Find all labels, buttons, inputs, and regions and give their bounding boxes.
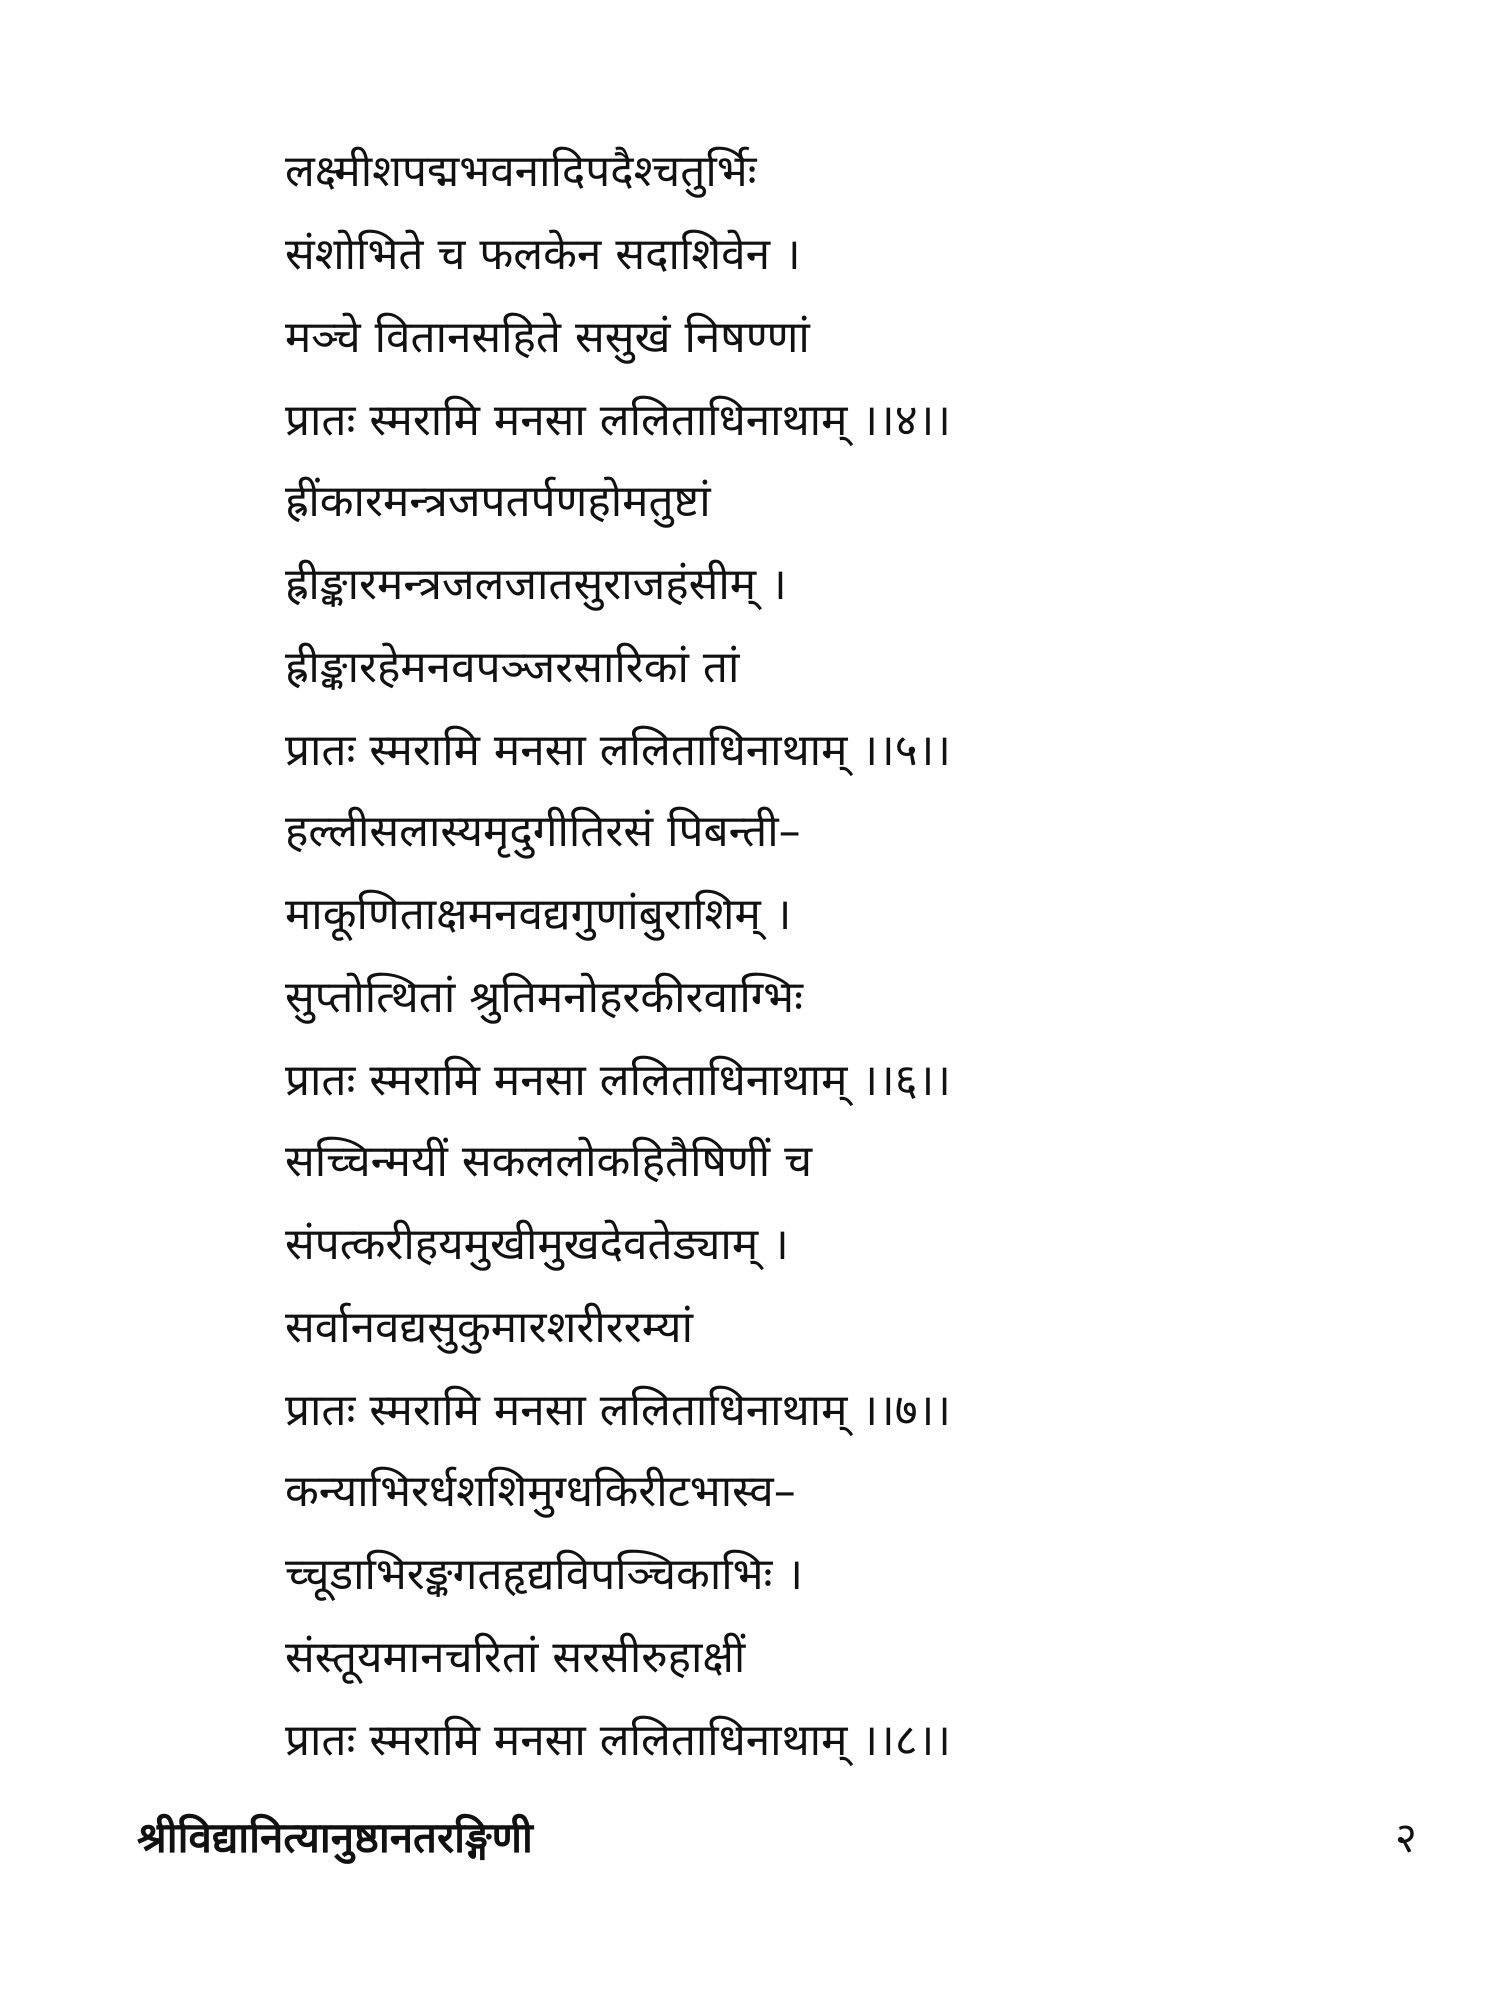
verse-line: मञ्चे वितानसहिते ससुखं निषण्णां	[285, 312, 810, 363]
verse-line: हल्लीसलास्यमृदुगीतिरसं पिबन्ती–	[285, 806, 801, 857]
verse-refrain-line: प्रातः स्मरामि मनसा ललिताधिनाथाम् ।।४।।	[285, 395, 951, 446]
verse-line: लक्ष्मीशपद्मभवनादिपदैश्चतुर्भिः	[285, 146, 757, 197]
verse-line: ह्रींकारमन्त्रजपतर्पणहोमतुष्टां	[285, 476, 711, 527]
verse-line: ह्रीङ्कारहेमनवपञ्जरसारिकां तां	[285, 642, 740, 693]
verse-line: च्चूडाभिरङ्कगतहृद्यविपञ्चिकाभिः ।	[285, 1549, 804, 1600]
verse-7	[285, 1120, 1385, 1452]
verse-line: संस्तूयमानचरितां सरसीरुहाक्षीं	[285, 1632, 746, 1683]
verse-line: ह्रीङ्कारमन्त्रजलजातसुराजहंसीम् ।	[285, 559, 787, 610]
verse-line: सच्चिन्मयीं सकललोकहितैषिणीं च	[285, 1136, 813, 1187]
verse-refrain-line: प्रातः स्मरामि मनसा ललिताधिनाथाम् ।।५।।	[285, 725, 951, 776]
verse-5	[285, 460, 1385, 792]
verse-line: कन्याभिरर्धशशिमुग्धकिरीटभास्व–	[285, 1466, 796, 1517]
verse-line: सुप्तोत्थितां श्रुतिमनोहरकीरवाग्भिः	[285, 972, 803, 1023]
verse-4	[285, 130, 1385, 462]
verse-8	[285, 1450, 1385, 1782]
verse-line: माकूणिताक्षमनवद्यगुणांबुराशिम् ।	[285, 889, 792, 940]
verse-line: संपत्करीहयमुखीमुखदेवतेड्याम् ।	[285, 1219, 789, 1270]
page-number: २	[1395, 1813, 1417, 1862]
footer-book-title: श्रीविद्यानित्यानुष्ठानतरङ्गिणी	[137, 1813, 533, 1862]
verse-line: संशोभिते च फलकेन सदाशिवेन ।	[285, 229, 801, 280]
verse-line: सर्वानवद्यसुकुमारशरीररम्यां	[285, 1302, 693, 1353]
verse-6	[285, 790, 1385, 1122]
verse-refrain-line: प्रातः स्मरामि मनसा ललिताधिनाथाम् ।।७।।	[285, 1385, 951, 1436]
verse-refrain-line: प्रातः स्मरामि मनसा ललिताधिनाथाम् ।।६।।	[285, 1055, 951, 1106]
verse-refrain-line: प्रातः स्मरामि मनसा ललिताधिनाथाम् ।।८।।	[285, 1715, 951, 1766]
